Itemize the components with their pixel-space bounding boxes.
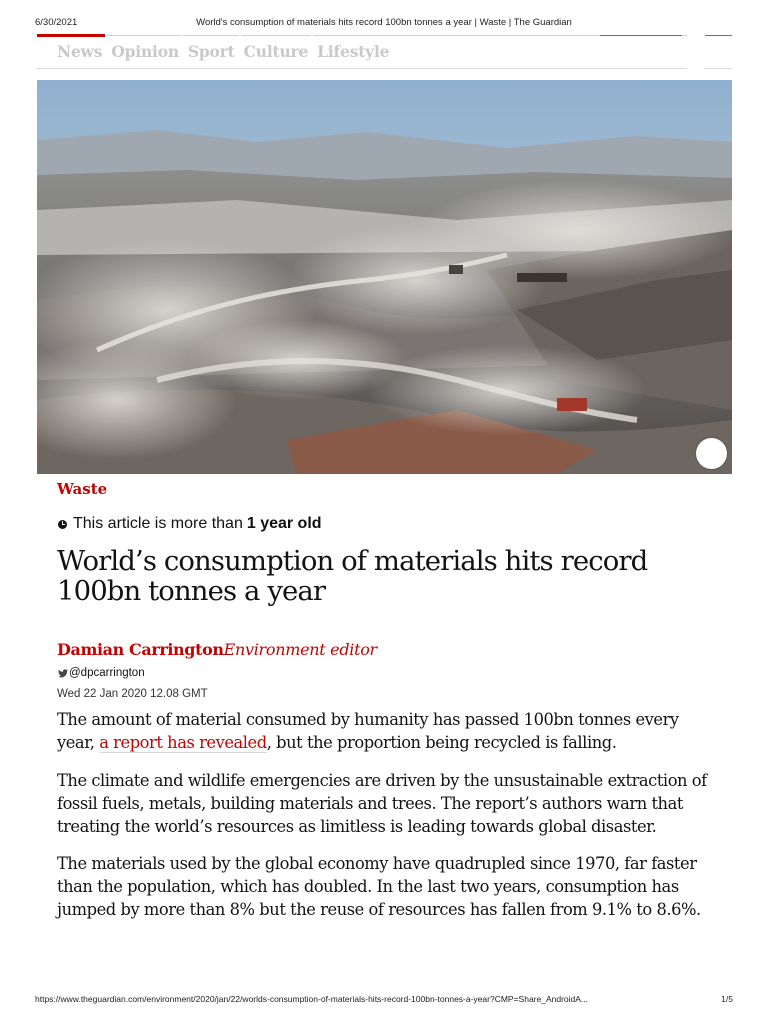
paragraph-1-text-end: , but the proportion being recycled is falling.: [266, 733, 617, 752]
nav-item-sport[interactable]: Sport: [187, 42, 235, 61]
nav-item-culture[interactable]: Culture: [243, 42, 309, 61]
pillar-indicator-bar: [37, 34, 687, 38]
main-navigation: [57, 42, 389, 64]
article-paragraph-3: The materials used by the global economy have quadrupled since 1970, far faster than the population, which has doubled. In the last two years, consumption has jumped by more than 8% but the reuse of resources has fallen from 9.1% to 8.6%.: [57, 854, 701, 919]
print-url: https://www.theguardian.com/environment/2020/jan/22/worlds-consumption-of-materials-hits-record-100bn-tonnes-a-year?CMP=Share_AndroidA...: [35, 994, 589, 1004]
age-notice-text: This article is more than: [73, 515, 243, 532]
age-notice-bold: 1 year old: [246, 515, 322, 532]
nav-divider: [37, 68, 687, 69]
clock-icon: [58, 520, 67, 529]
expand-image-button[interactable]: [696, 438, 727, 469]
news-pillar-indicator: [37, 34, 105, 37]
quarry-illustration: [37, 80, 732, 474]
print-page-title: World's consumption of materials hits record 100bn tonnes a year | Waste | The Guardian: [196, 17, 572, 28]
report-link[interactable]: a report has revealed: [99, 733, 267, 752]
twitter-handle[interactable]: [58, 667, 145, 679]
print-date: 6/30/2021: [35, 17, 78, 28]
paragraph-1-text-start: The amount of material consumed by humanity has passed 100bn tonnes every year,: [57, 710, 679, 752]
twitter-handle-text: @dpcarrington: [69, 667, 145, 679]
article-headline: World’s consumption of materials hits record 100bn tonnes a year: [57, 545, 648, 607]
nav-item-lifestyle[interactable]: Lifestyle: [317, 42, 390, 61]
hero-image-quarry: [37, 80, 732, 474]
print-header: [0, 16, 768, 30]
byline: [57, 640, 377, 659]
twitter-icon: [58, 669, 68, 678]
author-role: Environment editor: [223, 640, 377, 659]
edition-indicator-line: [600, 35, 682, 36]
nav-divider-right: [704, 68, 732, 69]
publish-date: Wed 22 Jan 2020 12.08 GMT: [57, 688, 208, 700]
menu-indicator-line: [705, 35, 732, 36]
article-age-notice: [58, 515, 322, 533]
print-footer: [0, 994, 768, 1006]
print-page-number: 1/5: [721, 994, 733, 1004]
nav-item-opinion[interactable]: Opinion: [111, 42, 179, 61]
article-paragraph-2: The climate and wildlife emergencies are driven by the unsustainable extraction of fossil fuels, metals, building materials and trees. The report’s authors warn that treating the world’s resources as limitless is leading towards global disaster.: [57, 771, 707, 836]
section-kicker[interactable]: Waste: [57, 480, 108, 498]
nav-item-news[interactable]: News: [57, 42, 103, 61]
author-name[interactable]: Damian Carrington: [57, 640, 224, 659]
article-paragraph-1: [57, 708, 709, 754]
